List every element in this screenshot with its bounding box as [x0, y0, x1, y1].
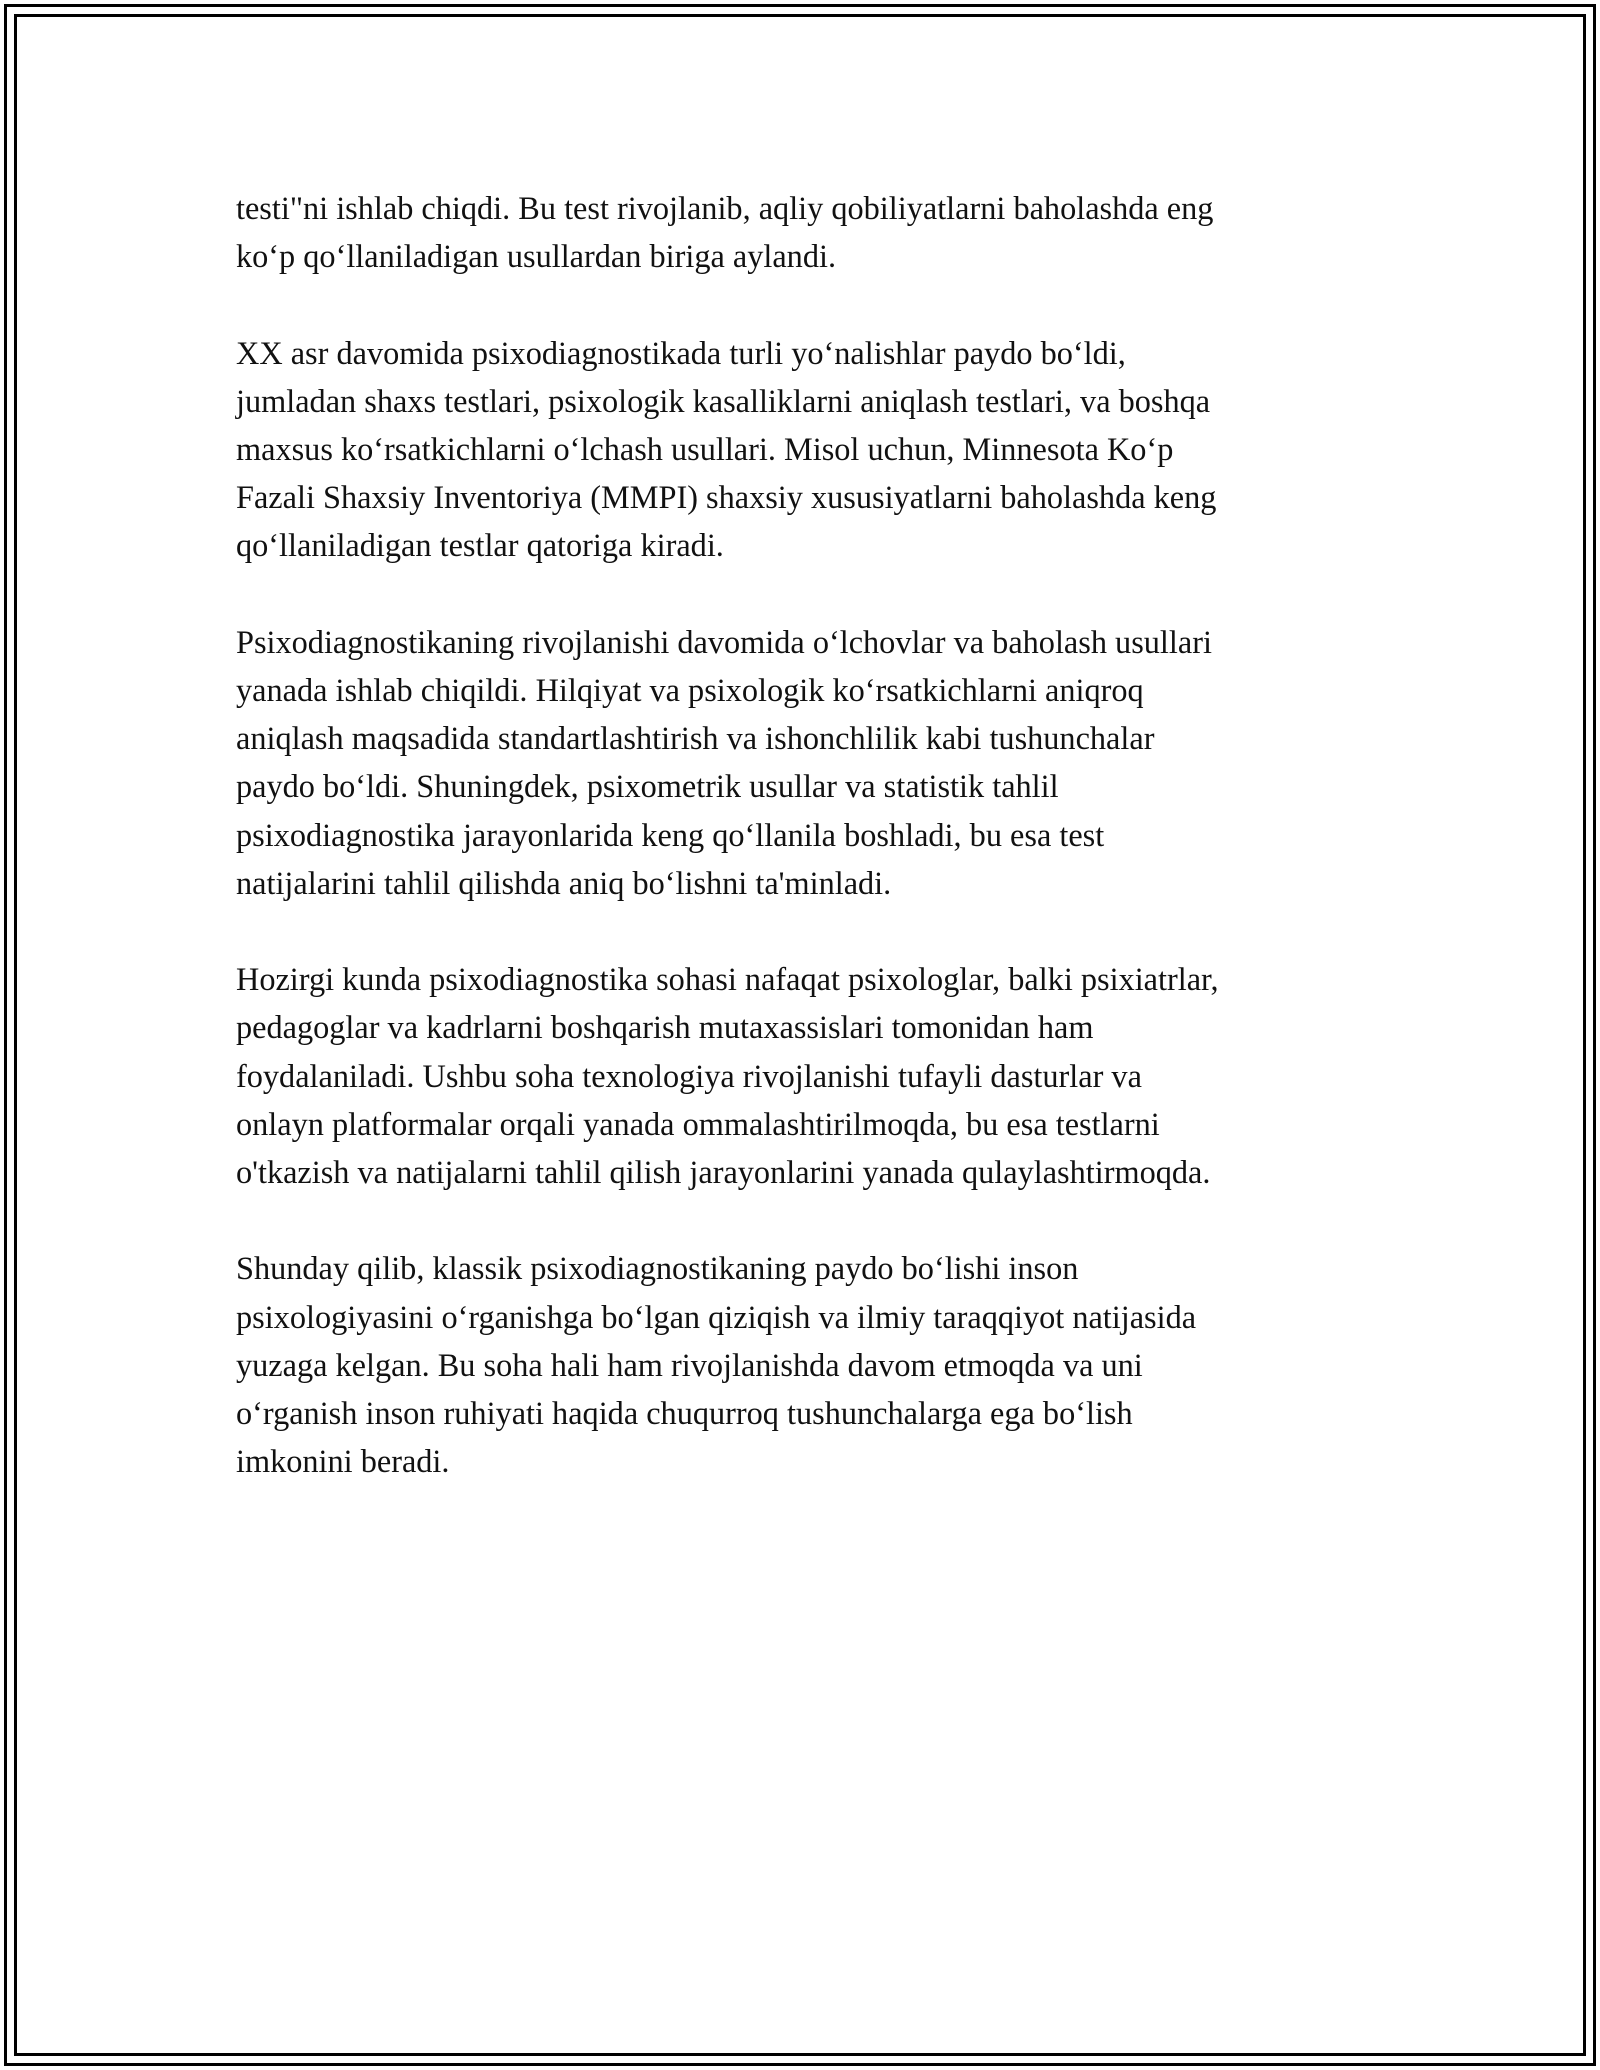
text-line: paydo bo‘ldi. Shuningdek, psixometrik usullar va statistik tahlil [236, 768, 1059, 805]
text-line: imkonini beradi. [236, 1443, 450, 1480]
paragraph-2 [236, 329, 1376, 570]
text-line: onlayn platformalar orqali yanada ommalashtirilmoqda, bu esa testlarni [236, 1105, 1160, 1142]
text-line: yanada ishlab chiqildi. Hilqiyat va psixologik ko‘rsatkichlarni aniqroq [236, 672, 1144, 708]
text-line: yuzaga kelgan. Bu soha hali ham rivojlanishda davom etmoqda va uni [236, 1346, 1143, 1383]
paragraph-1 [236, 184, 1376, 280]
text-line: testi"ni ishlab chiqdi. Bu test rivojlanib, aqliy qobiliyatlarni baholashda eng [236, 190, 1214, 226]
text-line: Shunday qilib, klassik psixodiagnostikaning paydo bo‘lishi inson [236, 1250, 1079, 1287]
text-line: natijalarini tahlil qilishda aniq bo‘lishni ta'minladi. [236, 864, 892, 901]
text-line: psixodiagnostika jarayonlarida keng qo‘llanila boshladi, bu esa test [236, 816, 1105, 853]
text-line: ko‘p qo‘llaniladigan usullardan biriga aylandi. [236, 238, 837, 275]
text-line: aniqlash maqsadida standartlashtirish va ishonchlilik kabi tushunchalar [236, 720, 1155, 757]
text-line: psixologiyasini o‘rganishga bo‘lgan qiziqish va ilmiy taraqqiyot natijasida [236, 1298, 1197, 1335]
text-line: jumladan shaxs testlari, psixologik kasalliklarni aniqlash testlari, va boshqa [236, 382, 1211, 419]
text-line: maxsus ko‘rsatkichlarni o‘lchash usullari. Misol uchun, Minnesota Ko‘p [236, 431, 1174, 467]
text-line: Hozirgi kunda psixodiagnostika sohasi nafaqat psixologlar, balki psixiatrlar, [236, 961, 1219, 998]
text-line: o'tkazish va natijalarni tahlil qilish jarayonlarini yanada qulaylashtirmoqda. [236, 1154, 1211, 1191]
text-line: XX asr davomida psixodiagnostikada turli yo‘nalishlar paydo bo‘ldi, [236, 334, 1126, 371]
text-line: Fazali Shaxsiy Inventoriya (MMPI) shaxsiy xususiyatlarni baholashda keng [236, 479, 1217, 516]
text-line: o‘rganish inson ruhiyati haqida chuqurroq tushunchalarga ega bo‘lish [236, 1395, 1133, 1432]
text-line: Psixodiagnostikaning rivojlanishi davomida o‘lchovlar va baholash usullari [236, 623, 1212, 660]
text-line: foydalaniladi. Ushbu soha texnologiya rivojlanishi tufayli dasturlar va [236, 1057, 1142, 1094]
text-line: pedagoglar va kadrlarni boshqarish mutaxassislari tomonidan ham [236, 1009, 1094, 1046]
paragraph-4 [236, 955, 1376, 1196]
document-body [236, 184, 1376, 1534]
paragraph-3 [236, 618, 1376, 907]
text-line: qo‘llaniladigan testlar qatoriga kiradi. [236, 527, 724, 564]
paragraph-5 [236, 1244, 1376, 1485]
